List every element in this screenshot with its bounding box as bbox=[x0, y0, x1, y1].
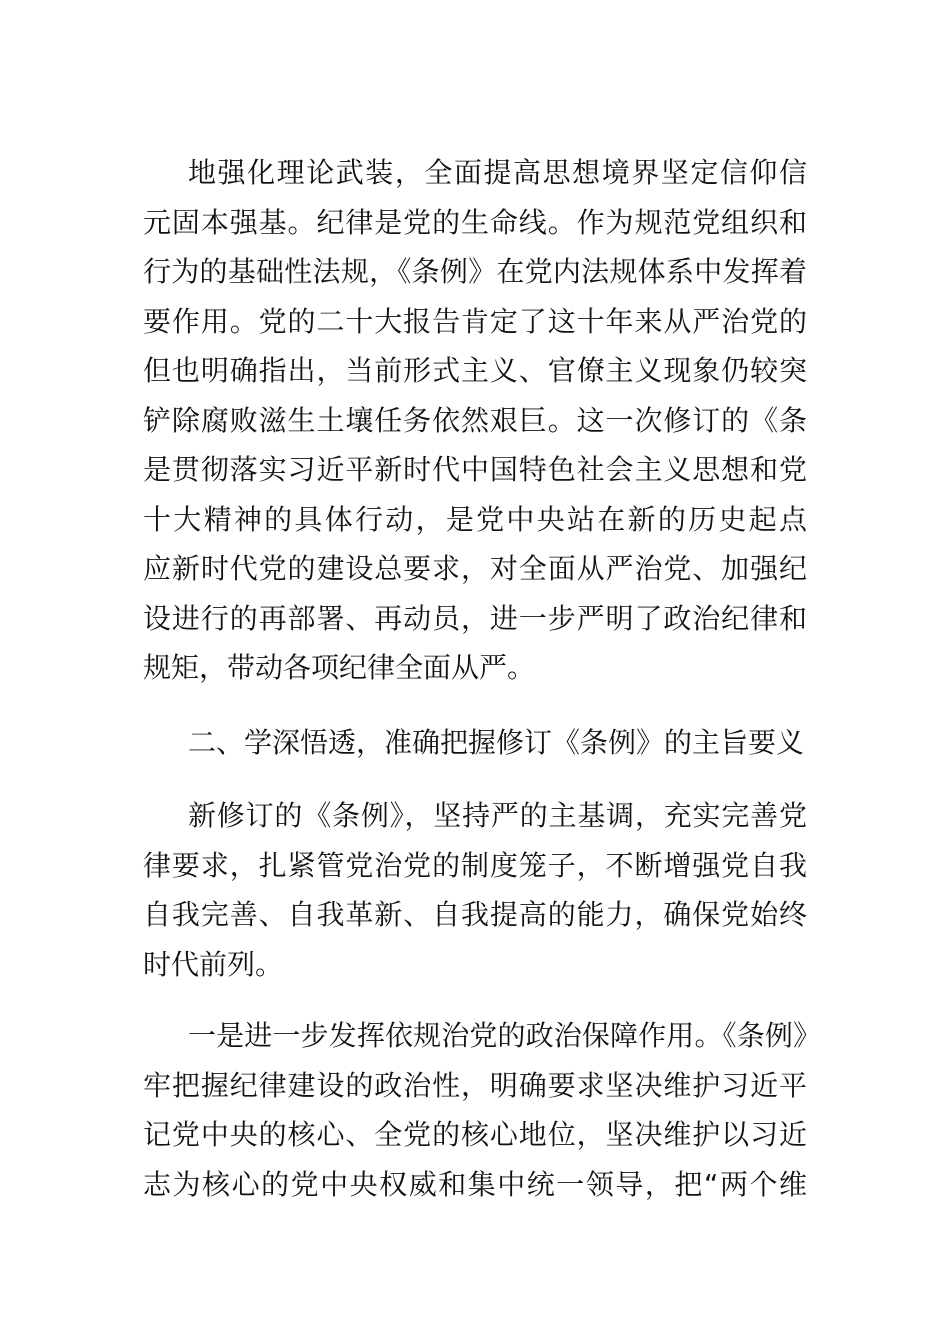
paragraph-line: 设进行的再部署、再动员，进一步严明了政治纪律和 bbox=[143, 601, 807, 635]
paragraph-line: 新修订的《条例》，坚持严的主基调，充实完善党 bbox=[188, 799, 807, 832]
paragraph-line: 铲除腐败滋生土壤任务依然艰巨。这一次修订的《条 bbox=[143, 403, 807, 437]
paragraph-line: 志为核心的党中央权威和集中统一领导，把“两个维 bbox=[143, 1167, 807, 1201]
paragraph-4 bbox=[143, 1011, 807, 1209]
paragraph-line: 规矩，带动各项纪律全面从严。 bbox=[143, 651, 536, 684]
paragraph-line: 自我完善、自我革新、自我提高的能力，确保党始终 bbox=[143, 898, 807, 931]
paragraph-3 bbox=[143, 791, 807, 989]
paragraph-line: 地强化理论武装，全面提高思想境界坚定信仰信 bbox=[188, 156, 807, 189]
paragraph-line: 十大精神的具体行动，是党中央站在新的历史起点 bbox=[143, 502, 807, 536]
paragraph-line: 元固本强基。纪律是党的生命线。作为规范党组织和 bbox=[143, 205, 807, 239]
paragraph-line: 要作用。党的二十大报告肯定了这十年来从严治党的 bbox=[143, 304, 807, 338]
paragraph-line: 是贯彻落实习近平新时代中国特色社会主义思想和党 bbox=[143, 453, 807, 486]
section-heading bbox=[143, 718, 807, 768]
paragraph-1 bbox=[143, 148, 807, 693]
paragraph-line: 一是进一步发挥依规治党的政治保障作用。《条例》 bbox=[188, 1019, 807, 1052]
section-heading-text: 二、学深悟透，准确把握修订《条例》的主旨要义 bbox=[188, 726, 805, 759]
paragraph-line: 但也明确指出，当前形式主义、官僚主义现象仍较突 bbox=[143, 354, 807, 387]
paragraph-line: 应新时代党的建设总要求，对全面从严治党、加强纪 bbox=[143, 552, 807, 585]
paragraph-line: 牢把握纪律建设的政治性，明确要求坚决维护习近平 bbox=[143, 1068, 807, 1102]
paragraph-line: 记党中央的核心、全党的核心地位，坚决维护以习近 bbox=[143, 1118, 807, 1151]
paragraph-line: 律要求，扎紧管党治党的制度笼子，不断增强党自我 bbox=[143, 848, 807, 882]
paragraph-line: 行为的基础性法规，《条例》在党内法规体系中发挥着 bbox=[143, 255, 807, 288]
paragraph-line: 时代前列。 bbox=[143, 947, 284, 981]
